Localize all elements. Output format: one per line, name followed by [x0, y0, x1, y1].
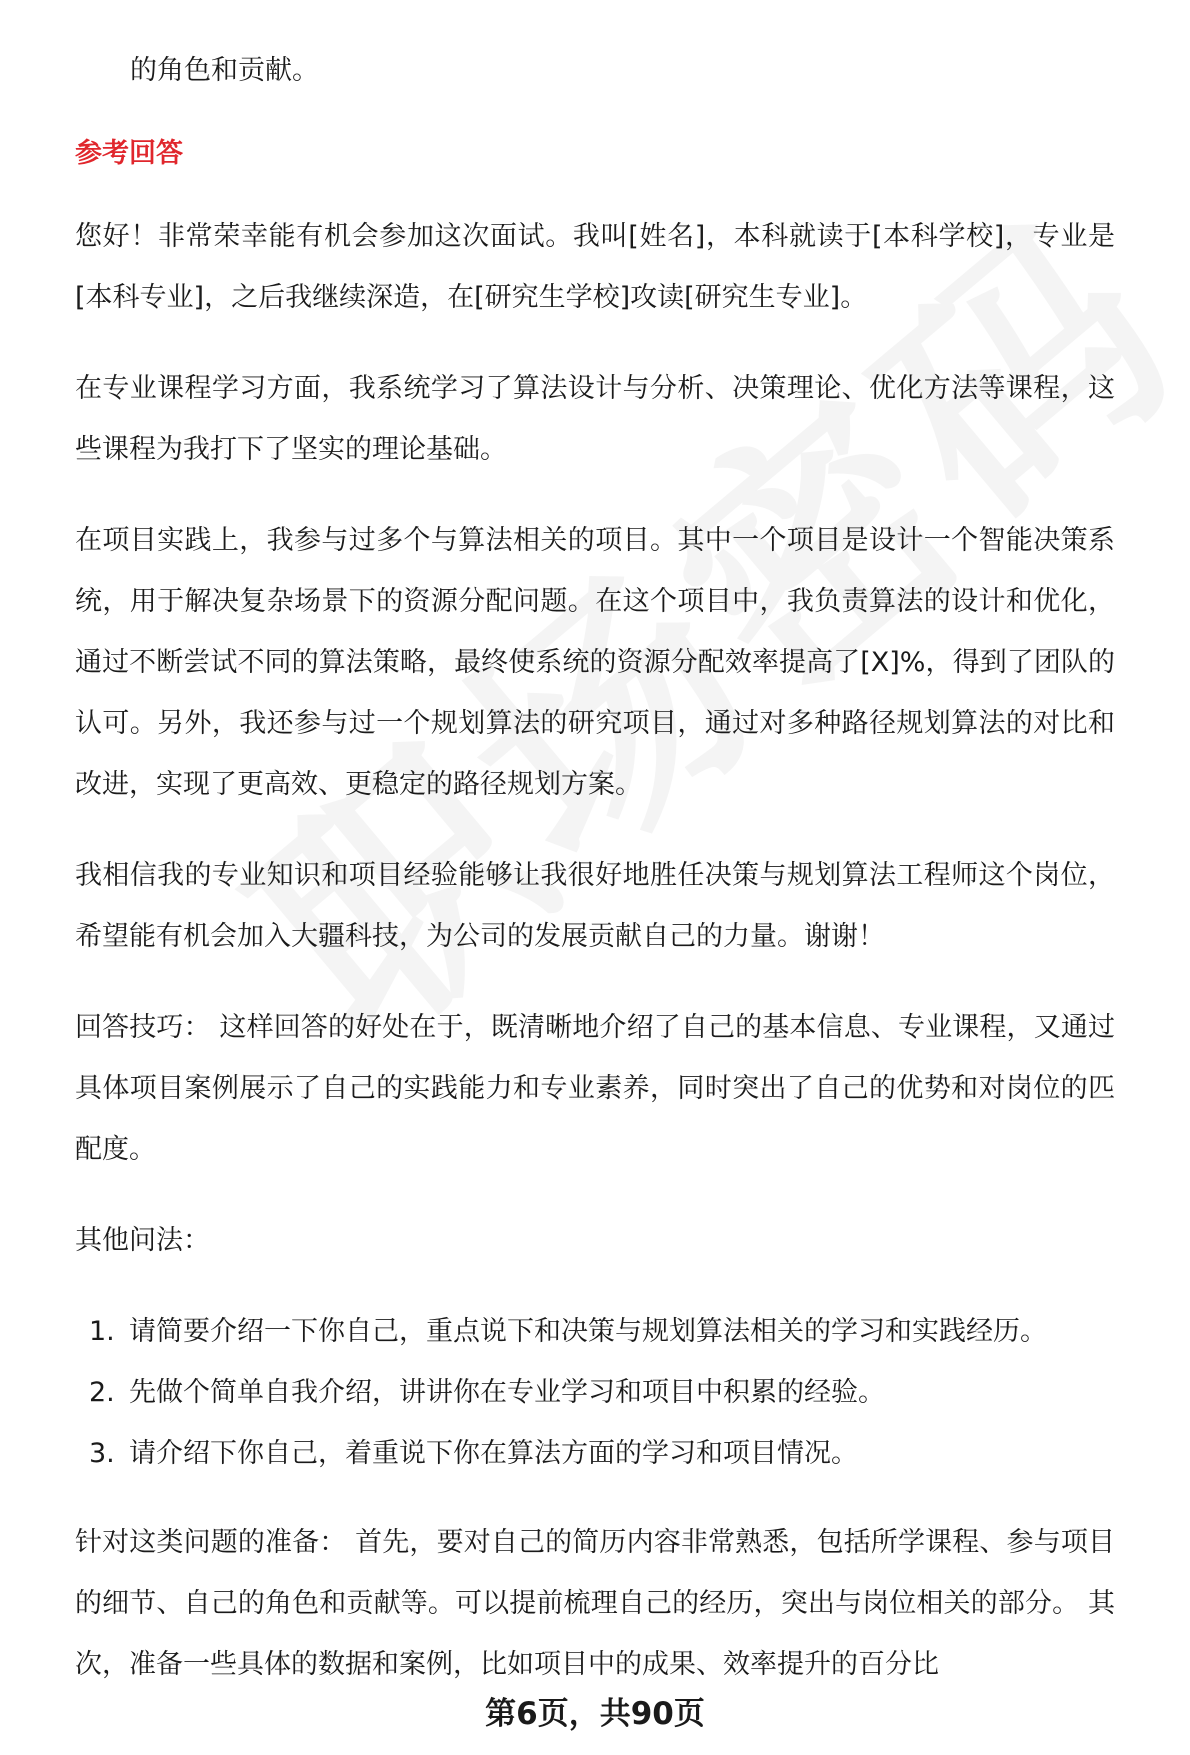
list-item — [89, 1423, 1115, 1484]
list-item — [89, 1362, 1115, 1423]
list-number: 2. — [89, 1377, 115, 1408]
section-heading: 参考回答 — [75, 138, 183, 169]
list-text: 请简要介绍一下你自己，重点说下和决策与规划算法相关的学习和实践经历。 — [129, 1316, 1047, 1347]
page-content — [75, 40, 1115, 1725]
tips-paragraph: 回答技巧： 这样回答的好处在于，既清晰地介绍了自己的基本信息、专业课程，又通过具体项目案例展示了自己的实践能力和专业素养，同时突出了自己的优势和对岗位的匹配度。 — [75, 1012, 1115, 1165]
answer-paragraph: 在项目实践上，我参与过多个与算法相关的项目。其中一个项目是设计一个智能决策系统，用于解决复杂场景下的资源分配问题。在这个项目中，我负责算法的设计和优化，通过不断尝试不同的算法策略，最终使系统的资源分配效率提高了[X]%，得到了团队的认可。另外，我还参与过一个规划算法的研究项目，通过对多种路径规划算法的对比和改进，实现了更高效、更稳定的路径规划方案。 — [75, 525, 1115, 800]
continuation-text: 的角色和贡献。 — [130, 55, 319, 86]
other-questions-label: 其他问法： — [75, 1225, 210, 1256]
list-text: 先做个简单自我介绍，讲讲你在专业学习和项目中积累的经验。 — [129, 1377, 885, 1408]
other-questions-list — [75, 1301, 1115, 1484]
preparation-paragraph: 针对这类问题的准备： 首先，要对自己的简历内容非常熟悉，包括所学课程、参与项目的细节、自己的角色和贡献等。可以提前梳理自己的经历，突出与岗位相关的部分。 其次，准备一些具体的数据和案例，比如项目中的成果、效率提升的百分比 — [75, 1527, 1115, 1680]
list-item — [89, 1301, 1115, 1362]
list-text: 请介绍下你自己，着重说下你在算法方面的学习和项目情况。 — [129, 1438, 858, 1469]
list-number: 1. — [89, 1316, 115, 1347]
list-number: 3. — [89, 1438, 115, 1469]
answer-paragraph: 在专业课程学习方面，我系统学习了算法设计与分析、决策理论、优化方法等课程，这些课程为我打下了坚实的理论基础。 — [75, 373, 1115, 465]
answer-paragraph: 我相信我的专业知识和项目经验能够让我很好地胜任决策与规划算法工程师这个岗位，希望能有机会加入大疆科技，为公司的发展贡献自己的力量。谢谢！ — [75, 860, 1115, 952]
page-footer: 第6页，共90页 — [485, 1696, 705, 1732]
answer-paragraph: 您好！非常荣幸能有机会参加这次面试。我叫[姓名]，本科就读于[本科学校]，专业是[本科专业]，之后我继续深造，在[研究生学校]攻读[研究生专业]。 — [75, 221, 1115, 313]
